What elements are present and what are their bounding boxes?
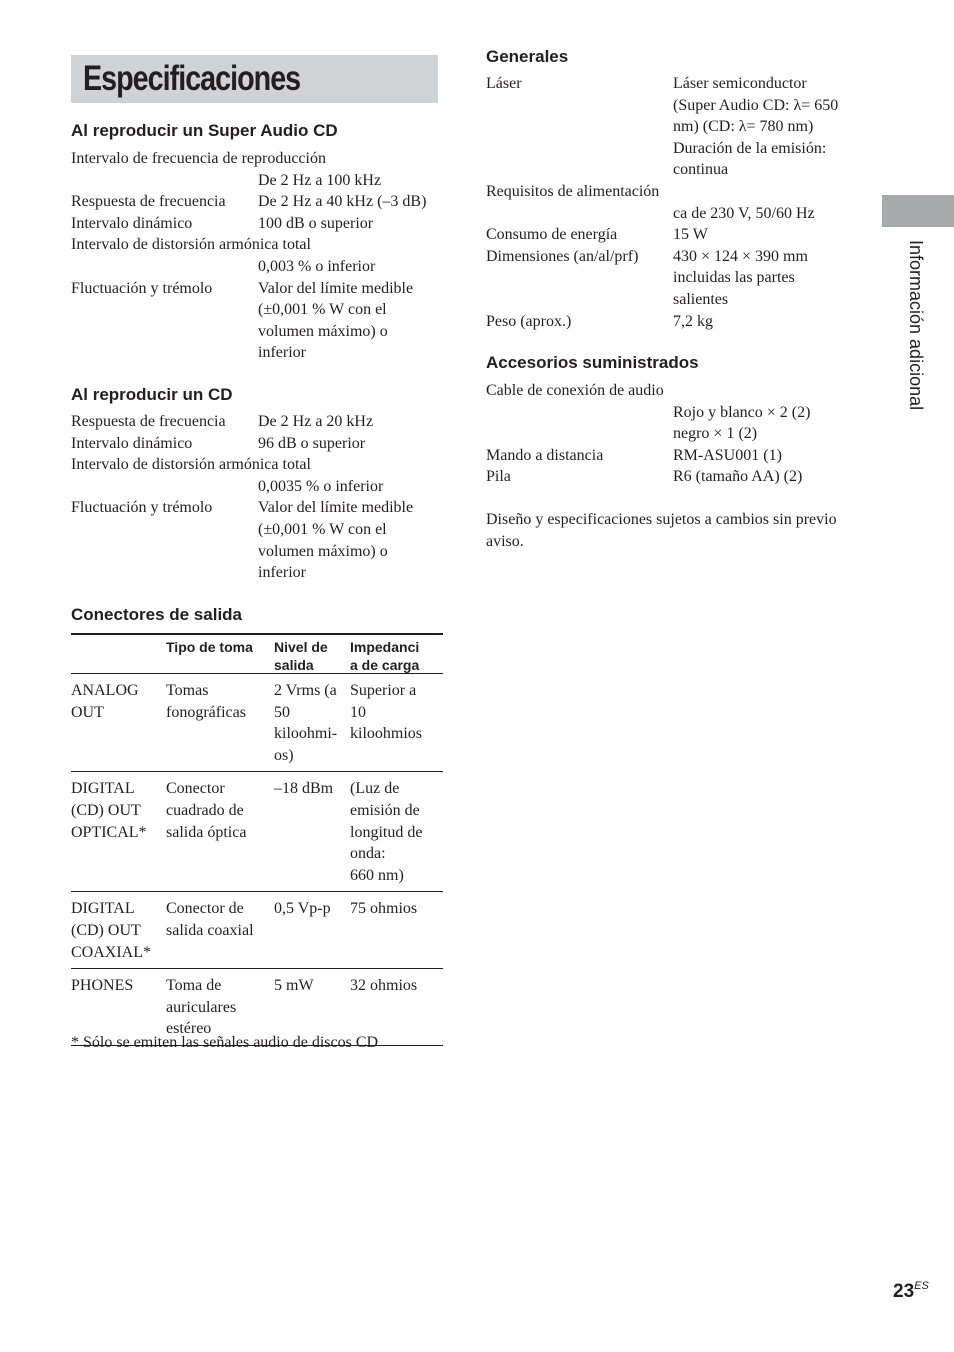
section-tab-label: Información adicional xyxy=(906,240,926,411)
table-cell-level: –18 dBm xyxy=(274,780,334,798)
spec-label: Mando a distancia xyxy=(486,446,604,464)
spec-label: Intervalo de distorsión armónica total xyxy=(71,456,311,474)
spec-value: (±0,001 % W con el xyxy=(258,301,387,319)
table-cell-name: (CD) OUT xyxy=(71,802,141,819)
table-cell-type: salida coaxial xyxy=(166,922,254,939)
spec-row xyxy=(486,445,866,467)
table-cell-name: DIGITAL xyxy=(71,780,135,798)
sacd-heading: Al reproducir un Super Audio CD xyxy=(71,121,338,140)
table-cell-impedance: onda: xyxy=(350,845,386,863)
table-cell-impedance: 32 ohmios xyxy=(350,977,418,995)
table-cell-name: (CD) OUT xyxy=(71,922,141,939)
spec-value: 100 dB o superior xyxy=(258,214,374,232)
spec-label: Peso (aprox.) xyxy=(486,312,572,330)
accessories-heading: Accesorios suministrados xyxy=(486,353,699,372)
spec-row xyxy=(71,433,443,455)
spec-row xyxy=(71,342,443,364)
page-number xyxy=(893,1281,929,1305)
table-cell-name: OUT xyxy=(71,703,104,721)
table-row-rule xyxy=(71,968,443,969)
spec-label: Fluctuación y trémolo xyxy=(71,279,213,297)
change-notice xyxy=(486,509,866,552)
table-cell-level: 0,5 Vp-p xyxy=(274,900,331,918)
table-row-rule xyxy=(71,771,443,772)
spec-row xyxy=(71,562,443,584)
spec-row xyxy=(486,73,866,95)
spec-row xyxy=(486,159,866,181)
table-cell-name: COAXIAL* xyxy=(71,943,151,961)
spec-row xyxy=(486,402,866,424)
table-cell-level: 5 mW xyxy=(274,977,314,995)
spec-row xyxy=(71,411,443,433)
table-cell-type: fonográficas xyxy=(166,703,246,721)
spec-value: 15 W xyxy=(673,226,708,244)
table-cell-name: OPTICAL* xyxy=(71,823,147,841)
table-cell-impedance: Superior a xyxy=(350,682,417,699)
table-cell-type: Tomas xyxy=(166,682,209,699)
table-cell-name: DIGITAL xyxy=(71,900,135,918)
spec-row xyxy=(486,466,866,488)
table-header-rule xyxy=(71,673,443,674)
table-cell-level: kiloohmi- xyxy=(274,725,338,743)
cd-heading: Al reproducir un CD xyxy=(71,385,233,404)
spec-label: Dimensiones (an/al/prf) xyxy=(486,247,639,265)
spec-value: RM-ASU001 (1) xyxy=(673,446,782,464)
spec-value: inferior xyxy=(258,344,306,362)
table-cell-type: Conector de xyxy=(166,900,244,918)
spec-value: inferior xyxy=(258,564,306,582)
section-tab-marker xyxy=(882,195,954,227)
table-cell-type: salida óptica xyxy=(166,823,247,841)
spec-label: Cable de conexión de audio xyxy=(486,382,664,399)
table-cell-impedance: emisión de xyxy=(350,802,420,819)
spec-value: De 2 Hz a 100 kHz xyxy=(258,171,382,189)
spec-value: nm) (CD: λ= 780 nm) xyxy=(673,118,814,136)
spec-row xyxy=(486,203,866,225)
spec-value: 7,2 kg xyxy=(673,312,713,330)
spec-value: negro × 1 (2) xyxy=(673,425,758,443)
spec-row xyxy=(71,256,443,278)
table-cell-name: PHONES xyxy=(71,977,134,995)
table-header-cell: a de carga xyxy=(350,657,420,673)
general-heading: Generales xyxy=(486,47,569,66)
table-cell-name: ANALOG xyxy=(71,682,139,699)
spec-row xyxy=(71,234,443,256)
table-cell-type: Toma de xyxy=(166,977,222,995)
spec-label: Requisitos de alimentación xyxy=(486,182,660,200)
accessories-spec-list xyxy=(486,380,866,488)
spec-value: Valor del límite medible xyxy=(258,499,414,517)
spec-label: Intervalo de frecuencia de reproducción xyxy=(71,150,326,167)
spec-value: (Super Audio CD: λ= 650 xyxy=(673,96,839,114)
spec-row xyxy=(71,148,443,170)
table-cell-impedance: 660 nm) xyxy=(350,866,404,884)
spec-label: Fluctuación y trémolo xyxy=(71,499,213,517)
sacd-spec-list xyxy=(71,148,443,364)
spec-row xyxy=(486,311,866,333)
table-cell-impedance: 10 xyxy=(350,703,366,721)
table-cell-level: 50 xyxy=(274,703,290,721)
table-cell-type: Conector xyxy=(166,780,225,798)
spec-row xyxy=(486,138,866,160)
spec-row xyxy=(71,299,443,321)
spec-label: Respuesta de frecuencia xyxy=(71,193,226,211)
table-cell-level: 2 Vrms (a xyxy=(274,682,337,699)
table-header-cell: Impedanci xyxy=(350,639,420,655)
spec-value: Láser semiconductor xyxy=(673,75,807,92)
spec-row xyxy=(71,454,443,476)
spec-row xyxy=(71,519,443,541)
table-header-cell: Tipo de toma xyxy=(166,639,253,655)
spec-label: Consumo de energía xyxy=(486,226,618,244)
table-cell-impedance: longitud de xyxy=(350,823,423,841)
spec-row xyxy=(71,170,443,192)
spec-label: Intervalo dinámico xyxy=(71,434,193,452)
spec-row xyxy=(486,224,866,246)
spec-label: Láser xyxy=(486,75,522,92)
spec-value: volumen máximo) o xyxy=(258,542,388,560)
table-cell-impedance: 75 ohmios xyxy=(350,900,418,918)
spec-value: R6 (tamaño AA) (2) xyxy=(673,468,803,486)
spec-row xyxy=(486,246,866,268)
spec-value: Rojo y blanco × 2 (2) xyxy=(673,403,811,421)
spec-value: 96 dB o superior xyxy=(258,434,366,452)
notice-line: aviso. xyxy=(486,532,524,550)
spec-row xyxy=(486,267,866,289)
table-cell-impedance: (Luz de xyxy=(350,780,400,798)
spec-row xyxy=(71,497,443,519)
table-row-rule xyxy=(71,891,443,892)
title-banner xyxy=(71,55,438,103)
spec-row xyxy=(71,476,443,498)
table-cell-type: cuadrado de xyxy=(166,802,244,819)
spec-row xyxy=(486,289,866,311)
spec-label: Pila xyxy=(486,468,511,486)
outputs-heading: Conectores de salida xyxy=(71,605,243,624)
spec-value: continua xyxy=(673,161,729,179)
spec-row xyxy=(71,321,443,343)
spec-value: 430 × 124 × 390 mm xyxy=(673,247,808,265)
table-cell-type: auriculares xyxy=(166,998,237,1016)
spec-row xyxy=(71,213,443,235)
spec-value: De 2 Hz a 40 kHz (–3 dB) xyxy=(258,193,427,211)
spec-value: incluidas las partes xyxy=(673,269,795,287)
spec-value: 0,0035 % o inferior xyxy=(258,477,384,495)
spec-value: Duración de la emisión: xyxy=(673,139,827,157)
table-header-cell: Nivel de xyxy=(274,639,328,655)
spec-row xyxy=(486,423,866,445)
spec-value: (±0,001 % W con el xyxy=(258,520,387,538)
spec-row xyxy=(486,380,866,402)
outputs-footnote: * Sólo se emiten las señales audio de discos CD xyxy=(71,1034,379,1051)
spec-value: salientes xyxy=(673,290,729,308)
table-cell-type: estéreo xyxy=(166,1020,212,1038)
spec-row xyxy=(486,181,866,203)
spec-row xyxy=(486,116,866,138)
spec-row xyxy=(71,541,443,563)
spec-row xyxy=(71,191,443,213)
table-top-rule xyxy=(71,633,443,635)
spec-label: Respuesta de frecuencia xyxy=(71,413,226,430)
spec-value: ca de 230 V, 50/60 Hz xyxy=(673,204,815,222)
spec-row xyxy=(486,95,866,117)
cd-spec-list xyxy=(71,411,443,584)
page-language: ES xyxy=(914,1280,929,1292)
spec-value: 0,003 % o inferior xyxy=(258,257,376,275)
section-tab-label-container xyxy=(905,240,929,460)
spec-label: Intervalo de distorsión armónica total xyxy=(71,236,311,254)
table-cell-impedance: kiloohmios xyxy=(350,725,423,743)
spec-row xyxy=(71,278,443,300)
spec-label: Intervalo dinámico xyxy=(71,214,193,232)
spec-value: De 2 Hz a 20 kHz xyxy=(258,413,374,430)
page-title: Especificaciones xyxy=(83,59,301,98)
general-spec-list xyxy=(486,73,866,332)
spec-value: volumen máximo) o xyxy=(258,322,388,340)
page-number-value: 23 xyxy=(893,1281,915,1302)
table-header-cell: salida xyxy=(274,657,314,673)
notice-line: Diseño y especificaciones sujetos a cambios sin previo xyxy=(486,511,837,528)
table-cell-level: os) xyxy=(274,746,294,764)
spec-value: Valor del límite medible xyxy=(258,279,414,297)
